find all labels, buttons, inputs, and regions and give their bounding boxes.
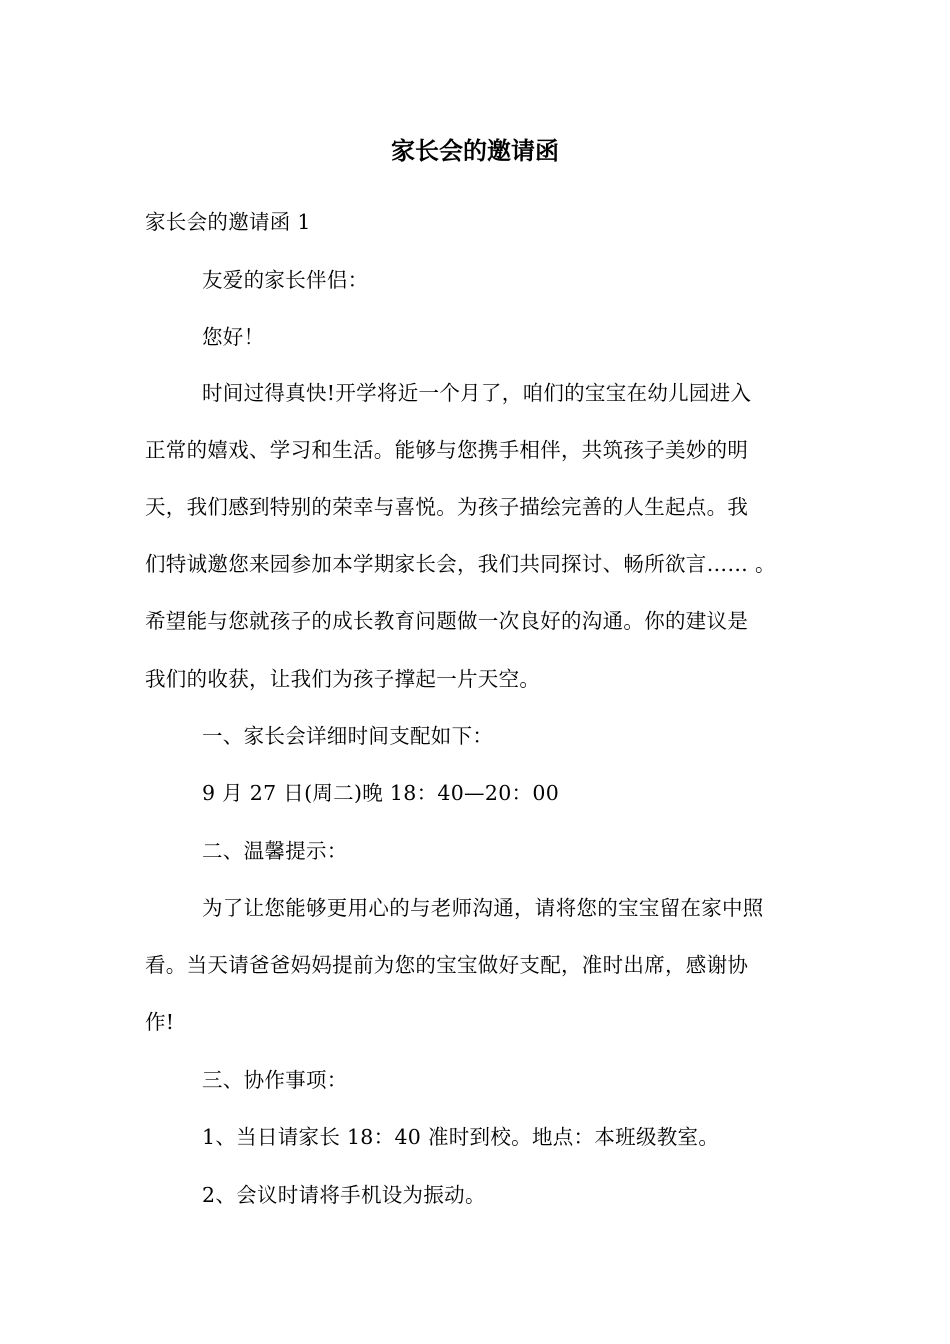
paragraph-line: 们特诚邀您来园参加本学期家长会，我们共同探讨、畅所欲言…… 。 (145, 552, 776, 576)
section-heading: 三、协作事项： (202, 1068, 348, 1092)
section-heading: 一、家长会详细时间支配如下： (202, 724, 494, 748)
document-title: 家长会的邀请函 (391, 136, 559, 165)
salutation: 您好！ (202, 325, 265, 349)
paragraph-line: 希望能与您就孩子的成长教育问题做一次良好的沟通。你的建议是 (145, 609, 749, 633)
paragraph-line: 天，我们感到特别的荣幸与喜悦。为孩子描绘完善的人生起点。我 (145, 495, 749, 519)
paragraph-line: 时间过得真快!开学将近一个月了，咱们的宝宝在幼儿园进入 (202, 381, 752, 405)
paragraph-line: 为了让您能够更用心的与老师沟通，请将您的宝宝留在家中照 (202, 896, 764, 920)
list-item: 1、当日请家长 18：40 准时到校。地点：本班级教室。 (202, 1125, 720, 1149)
greeting: 友爱的家长伴侣： (202, 268, 369, 292)
paragraph-line: 我们的收获，让我们为孩子撑起一片天空。 (145, 667, 541, 691)
paragraph-line: 看。当天请爸爸妈妈提前为您的宝宝做好支配，准时出席，感谢协 (145, 953, 749, 977)
paragraph-line: 作! (145, 1010, 175, 1034)
list-item: 2、会议时请将手机设为振动。 (202, 1183, 486, 1207)
meeting-time: 9 月 27 日(周二)晚 18：40—20：00 (202, 781, 560, 805)
document-subtitle: 家长会的邀请函 1 (145, 210, 311, 234)
section-heading: 二、温馨提示： (202, 839, 348, 863)
paragraph-line: 正常的嬉戏、学习和生活。能够与您携手相伴，共筑孩子美妙的明 (145, 438, 749, 462)
